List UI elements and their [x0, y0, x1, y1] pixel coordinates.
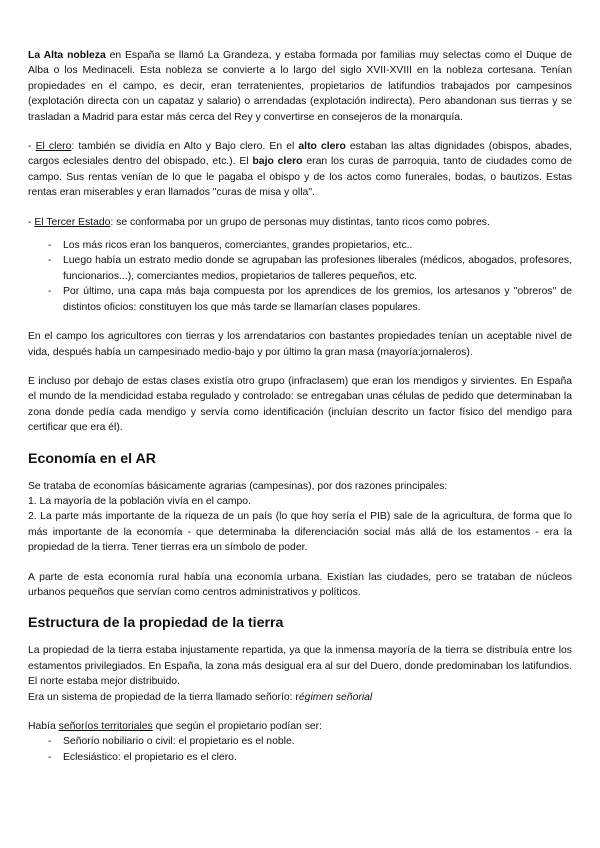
- clero-text-1: : también se dividía en Alto y Bajo clero. En el: [71, 141, 299, 153]
- intro-lead: La Alta nobleza: [28, 50, 106, 61]
- tercer-estado-label: El Tercer Estado: [34, 216, 111, 228]
- tercer-estado-list: [28, 238, 572, 315]
- clero-paragraph: [28, 139, 572, 201]
- propiedad-heading: Estructura de la propiedad de la tierra: [28, 615, 284, 632]
- senorios-territoriales: señoríos territoriales: [58, 721, 153, 732]
- campo-paragraph: En el campo los agricultores con tierras y los arrendatarios con bastantes propiedades tenían un aceptable nivel de vida, después había un campesinado medio-bajo y por último la gran masa (mayoría:jornaleros).: [28, 331, 572, 358]
- clero-label: El clero: [35, 141, 72, 153]
- economia-line: 1. La mayoría de la población vivía en el campo.: [28, 495, 251, 507]
- tercer-estado-paragraph: [28, 215, 572, 230]
- list-item: - Luego había un estrato medio donde se agrupaban las profesiones liberales (médicos, abogados, profesores, funcionarios...), comerciantes medios, propietarios de talleres pequeños, etc.: [48, 253, 572, 284]
- clero-dash: -: [28, 141, 36, 153]
- intro-text: en España se llamó La Grandeza, y estaba formada por familias muy selectas como el Duque de Alba o los Medinaceli. Esta nobleza se convierte a lo largo del siglo XVII-XVIII en la nobleza cortesana. Tenían propiedades en el campo, es decir, eran terratenientes, propietarios de latifundios trabajados por campesinos (explotación directa con un capataz y salario) o arrendadas (explotación indirecta). Pero abandonan sus tierras y se trasladan a Madrid para estar más cerca del Rey y convertirse en consejeros de la monarquía.: [28, 50, 572, 123]
- document-page: [28, 48, 572, 765]
- regimen-text: Era un sistema de propiedad de la tierra llamado señorío: r: [28, 691, 299, 703]
- senorios-line: [28, 719, 572, 734]
- tercer-dash: -: [28, 216, 35, 228]
- list-item: - Señorío nobiliario o civil: el propietario es el noble.: [48, 734, 572, 749]
- bajo-clero: bajo clero: [252, 156, 303, 168]
- list-item: - Por último, una capa más baja compuesta por los aprendices de los gremios, los artesanos y "obreros" de distintos oficios: constituyen los que más tarde se llamarían clases populares.: [48, 284, 572, 315]
- clero-text-2: estaban las altas dignidades (obispos, abades, cargos eclesiales dentro del obispado, etc.). El: [28, 141, 572, 168]
- propiedad-paragraph: La propiedad de la tierra estaba injustamente repartida, ya que la inmensa mayoría de la tierra se distribuía entre los estamentos privilegiados. En España, la zona más desigual era al sur del Duero, donde predominaban los latifundios. El norte estaba mejor distribuido.: [28, 645, 572, 688]
- infraclase-paragraph: E incluso por debajo de estas clases existía otro grupo (infraclasem) que eran los mendigos y sirvientes. En España el mundo de la mendicidad estaba regulado y controlado: se entregaban unas células de pedido que determinaban la zona donde pedía cada mendigo y servía como identificación (incluían descrito un factor físico del mendigo para certificar que era él).: [28, 375, 572, 434]
- senorios-post: que según el propietario podían ser:: [152, 721, 323, 732]
- intro-paragraph: [28, 48, 572, 125]
- regimen-italic: égimen señorial: [298, 691, 373, 703]
- senorios-pre: Había: [28, 721, 59, 732]
- regimen-line: [28, 690, 572, 705]
- economia-heading: Economía en el AR: [28, 450, 156, 467]
- clero-text-3: eran los curas de parroquia, tanto de ciudades como de campo. Sus rentas venían de lo que le pagaba el obispo y de los actos como funerales, bodas, o bautizos. Estas rentas eran miserables y eran llamados "curas de misa y olla".: [28, 156, 572, 199]
- list-item: - Eclesiástico: el propietario es el clero.: [48, 750, 572, 765]
- economia-line: Se trataba de economías básicamente agrarias (campesinas), por dos razones principales:: [28, 480, 448, 492]
- alto-clero: alto clero: [298, 141, 346, 153]
- economia-urbana-paragraph: A parte de esta economía rural había una economía urbana. Existían las ciudades, pero se trataban de núcleos urbanos pequeños que servían como centros administrativos y políticos.: [28, 571, 572, 598]
- list-item: - Los más ricos eran los banqueros, comerciantes, grandes propietarios, etc..: [48, 238, 572, 253]
- economia-line: 2. La parte más importante de la riqueza de un país (lo que hoy sería el PIB) sale de la agricultura, de forma que lo más importante de la economía - que determinaba la diferenciación social más allá de los estamentos - era la propiedad de la tierra. Tener tierras era un símbolo de poder.: [28, 511, 572, 554]
- senorios-list: [28, 734, 572, 765]
- tercer-estado-text: : se conformaba por un grupo de personas muy distintas, tanto ricos como pobres.: [110, 216, 490, 228]
